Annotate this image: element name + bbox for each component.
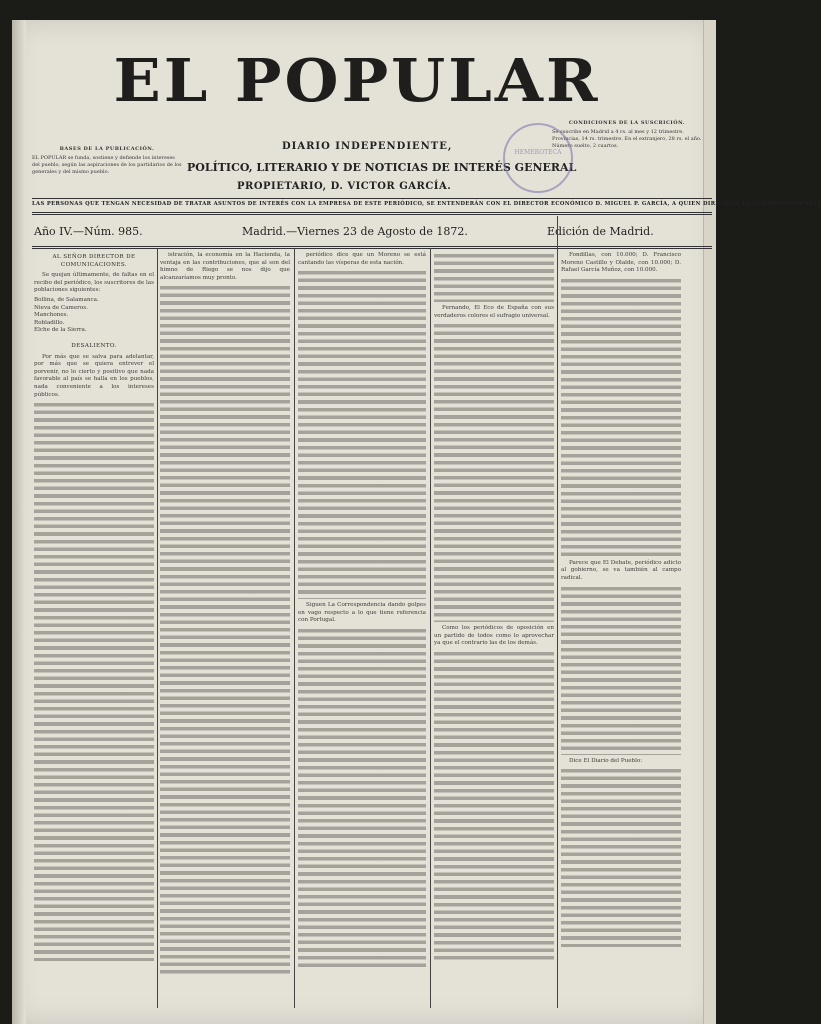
subscription-conditions-heading: CONDICIONES DE LA SUSCRICIÓN. <box>568 120 686 126</box>
article-paragraph: Fernando, El Eco de España con sus verdaderos colores el sufragio universal. <box>434 305 554 319</box>
article-paragraph: Como los periódicos de oposición en un partido de todos como lo aprovechar ya que el contrario las de los demás. <box>434 625 554 647</box>
column-rule <box>294 248 295 1008</box>
edition-label: Edición de Madrid. <box>547 225 654 238</box>
article-paragraph: periódico dice que un Moreno se está cantando las vísperas de esta nación. <box>298 252 426 266</box>
article-paragraph: istración, la economía en la Hacienda, la ventaja en las contribuciones, que al son del himno de Riego se nos dijo que alcanzaríamos muy pronto. <box>160 252 290 281</box>
column-rule <box>430 248 431 1008</box>
town-item: Elche de la Sierra. <box>34 327 87 334</box>
article-paragraph: Dice El Diario del Pueblo: <box>569 757 643 764</box>
column-rule <box>557 216 558 1008</box>
publication-bases-box <box>32 146 182 176</box>
newspaper-page <box>12 20 821 1024</box>
article-text-block <box>298 269 426 599</box>
subscription-conditions-box <box>552 120 702 150</box>
publication-bases-heading: BASES DE LA PUBLICACIÓN. <box>59 146 155 152</box>
subscription-conditions-text: Se suscribe en Madrid a 4 rs. al mes y 12 trimestre. Provincias, 14 rs. trimestre. En el extranjero, 28 rs. el año. Número suelto, 2 cuartos. <box>552 129 702 149</box>
article-text-block <box>298 627 426 967</box>
correspondence-notice: LAS PERSONAS QUE TENGAN NECESIDAD DE TRATAR ASUNTOS DE INTERÉS CON LA EMPRESA DE ESTE PERIÓDICO, SE ENTENDERÁN CON EL DIRECTOR ECONÓMICO D. MIGUEL P. GARCÍA, A QUIEN DIRIGIRÁN LA CORRESPONDENCIA <box>32 201 821 207</box>
divider <box>32 246 712 247</box>
town-item: Bollina, de Salamanca. <box>34 296 99 303</box>
article-paragraph: Parece que El Debate, periódico adicto al gobierno, se va también al campo radical. <box>561 559 681 581</box>
article-text-block <box>160 284 290 974</box>
article-paragraph: Por más que se salva para adelantar, por más que se quiera entrever el porvenir, no lo cierto y positivo que nada favorable al país se halla en los pueblos, nada conveniente a los intereses públicos. <box>34 353 154 398</box>
article-text-block <box>561 585 681 755</box>
column-1 <box>34 252 154 964</box>
year-number: Año IV.—Núm. 985. <box>34 225 143 238</box>
column-5 <box>561 252 681 950</box>
article-heading: DESALIENTO. <box>71 342 117 349</box>
column-3 <box>298 252 426 970</box>
library-stamp: HEMEROTECA <box>503 123 573 193</box>
notice-heading: AL SEÑOR DIRECTOR DE COMUNICACIONES. <box>52 254 136 268</box>
article-text-block <box>434 322 554 622</box>
masthead-title: EL POPULAR <box>113 45 601 116</box>
article-text-block <box>34 401 154 961</box>
column-4 <box>434 252 554 963</box>
column-rule <box>157 248 158 1008</box>
publication-bases-text: EL POPULAR se funda, sostiene y defiende los intereses del pueblo, según las aspiraciones de los partidarios de los generales y del mismo pueblo. <box>32 155 182 175</box>
notice-intro: Se quejan últimamente, de faltas en el recibo del periódico, los suscritores de las poblaciones siguientes: <box>34 272 154 294</box>
article-paragraph: Fondillas, con 10.000; D. Francisco Moreno Castillo y Olalde, con 10.000; D. Rafael García Muñoz, con 10.000. <box>561 252 681 274</box>
town-item: Robladillo. <box>34 319 65 326</box>
subtitle-political: POLÍTICO, LITERARIO Y DE NOTICIAS DE INTERÉS GENERAL <box>187 161 577 174</box>
article-paragraph: Siguen La Correspondencia dando golpes en vago respecto a lo que tiene referencia con Portugal. <box>298 602 426 624</box>
town-item: Nieva de Cameros. <box>34 304 88 311</box>
page-edge <box>703 20 716 1024</box>
divider <box>32 248 712 249</box>
article-text-block <box>434 650 554 960</box>
subtitle-independent: DIARIO INDEPENDIENTE, <box>282 141 453 152</box>
divider <box>32 214 712 215</box>
article-text-block <box>561 767 681 947</box>
article-text-block <box>434 252 554 302</box>
subtitle-owner: PROPIETARIO, D. VICTOR GARCÍA. <box>237 181 452 192</box>
town-item: Manchones. <box>34 312 69 319</box>
issue-date: Madrid.—Viernes 23 de Agosto de 1872. <box>242 225 468 238</box>
page-spine <box>12 20 26 1024</box>
article-text-block <box>561 277 681 557</box>
divider <box>32 212 712 213</box>
column-2 <box>160 252 290 977</box>
divider <box>32 198 712 199</box>
